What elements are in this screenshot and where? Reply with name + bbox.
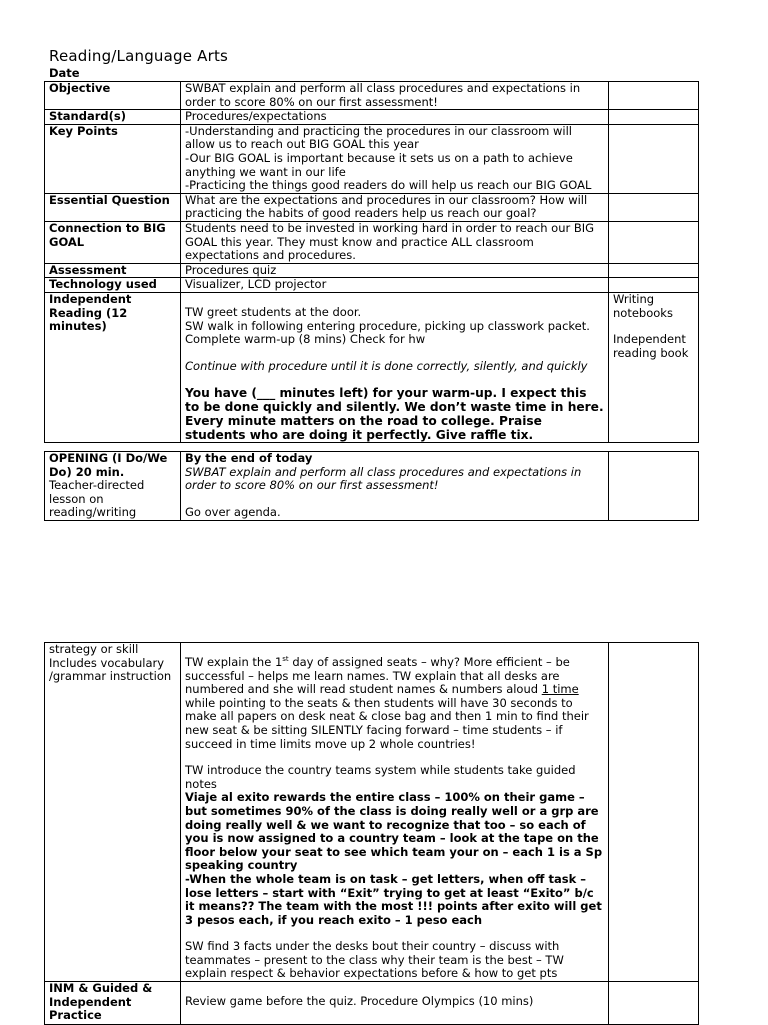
instruction-label: strategy or skill Includes vocabulary /grammar instruction bbox=[45, 643, 181, 982]
inm-text bbox=[181, 982, 609, 1025]
warmup-expectation: You have (___ minutes left) for your warm-up. I expect this to be done quickly and silently. We don’t waste time in here. Every minute matters on the road to college. Praise students who are doing it perfectly. Give raffle tix. bbox=[185, 386, 604, 443]
procedure-note: Continue with procedure until it is done correctly, silently, and quickly bbox=[185, 358, 588, 373]
key-point: -Our BIG GOAL is important because it sets us on a path to achieve anything we want in our life bbox=[185, 150, 573, 179]
agenda-line: Go over agenda. bbox=[185, 504, 281, 519]
assessment-label: Assessment bbox=[45, 263, 181, 278]
instruction-text bbox=[181, 643, 609, 982]
assessment-row bbox=[45, 263, 699, 278]
inm-row bbox=[45, 982, 699, 1025]
viaje-rewards-text: Viaje al exito rewards the entire class – 100% on their game – but sometimes 90% of the class is doing really well or a grp are doing really well & we want to recognize that too – so each of you is now assigned to a country team – look at the tape on the floor below your seat to see which team your on – each 1 is a Sp speaking country bbox=[185, 790, 603, 873]
objective-label: Objective bbox=[45, 82, 181, 110]
key-point: -Practicing the things good readers do will help us reach our BIG GOAL bbox=[185, 178, 592, 193]
objective-text: SWBAT explain and perform all class procedures and expectations in order to score 80% on our first assessment! bbox=[181, 82, 609, 110]
connection-text: Students need to be invested in working hard in order to reach our BIG GOAL this year. They must know and practice ALL classroom expectations and procedures. bbox=[181, 221, 609, 263]
independent-reading-row bbox=[45, 292, 699, 442]
assessment-text: Procedures quiz bbox=[181, 263, 609, 278]
greet-line: TW greet students at the door. bbox=[185, 304, 362, 319]
connection-materials bbox=[609, 221, 699, 263]
lesson-plan-table bbox=[44, 81, 699, 443]
instruction-table bbox=[44, 642, 699, 1025]
opening-materials bbox=[609, 452, 699, 521]
facts-paragraph: SW find 3 facts under the desks bout their country – discuss with teammates – present to the class why their team is the best – TW explain respect & behavior expectations before & how to get pts bbox=[185, 939, 564, 981]
by-end-heading: By the end of today bbox=[185, 451, 313, 465]
opening-label bbox=[45, 452, 181, 521]
standards-label: Standard(s) bbox=[45, 110, 181, 125]
technology-row bbox=[45, 278, 699, 293]
objective-materials bbox=[609, 82, 699, 110]
opening-title: OPENING (I Do/We Do) 20 min. bbox=[49, 451, 168, 479]
instruction-materials bbox=[609, 643, 699, 982]
standards-materials bbox=[609, 110, 699, 125]
technology-label: Technology used bbox=[45, 278, 181, 293]
key-points-row bbox=[45, 124, 699, 193]
opening-objective: SWBAT explain and perform all class procedures and expectations in order to score 80% on our first assessment! bbox=[185, 464, 582, 493]
instruction-row bbox=[45, 643, 699, 982]
assessment-materials bbox=[609, 263, 699, 278]
key-points-materials bbox=[609, 124, 699, 193]
independent-reading-materials bbox=[609, 292, 699, 442]
key-points-label: Key Points bbox=[45, 124, 181, 193]
opening-table bbox=[44, 451, 699, 521]
technology-text: Visualizer, LCD projector bbox=[181, 278, 609, 293]
essential-question-text: What are the expectations and procedures in our classroom? How will practicing the habits of good readers help us reach our goal? bbox=[181, 193, 609, 221]
essential-question-materials bbox=[609, 193, 699, 221]
standards-row bbox=[45, 110, 699, 125]
independent-reading-label: Independent Reading (12 minutes) bbox=[45, 292, 181, 442]
key-point: -Understanding and practicing the procedures in our classroom will allow us to reach out BIG GOAL this year bbox=[185, 124, 573, 152]
objective-row bbox=[45, 82, 699, 110]
connection-label: Connection to BIG GOAL bbox=[45, 221, 181, 263]
materials-notebooks: Writing notebooks bbox=[613, 292, 673, 320]
team-letters-text: -When the whole team is on task – get letters, when off task – lose letters – start with “Exit” trying to get at least “Exito” b/c it means?? The team with the most !!! points after exito will get 3 pesos each, if you reach exito – 1 peso each bbox=[185, 871, 602, 927]
essential-question-row bbox=[45, 193, 699, 221]
country-teams-line: TW introduce the country teams system while students take guided notes bbox=[185, 763, 576, 791]
connection-row bbox=[45, 221, 699, 263]
opening-subtitle: Teacher-directed lesson on reading/writing bbox=[49, 478, 145, 520]
essential-question-label: Essential Question bbox=[45, 193, 181, 221]
page-title: Reading/Language Arts bbox=[49, 47, 229, 65]
seats-paragraph: TW explain the 1st day of assigned seats – why? More efficient – be successful – helps me learn names. TW explain that all desks are numbered and she will read student names & numbers aloud 1 time while pointing to the seats & then students will have 30 seconds to make all papers on desk neat & close bag and then 1 min to find their new seat & be sitting SILENTLY facing forward – time students – if succeed in time limits move up 2 whole countries! bbox=[185, 655, 589, 751]
warmup-line: SW walk in following entering procedure, picking up classwork packet. Complete warm-up (8 mins) Check for hw bbox=[185, 318, 590, 347]
inm-label: INM & Guided & Independent Practice bbox=[45, 982, 181, 1025]
key-points-text bbox=[181, 124, 609, 193]
materials-reading-book: Independent reading book bbox=[613, 332, 689, 360]
review-game-line: Review game before the quiz. Procedure Olympics (10 mins) bbox=[185, 994, 534, 1009]
opening-row bbox=[45, 452, 699, 521]
inm-materials bbox=[609, 982, 699, 1025]
independent-reading-text bbox=[181, 292, 609, 442]
technology-materials bbox=[609, 278, 699, 293]
date-label: Date bbox=[49, 66, 80, 80]
opening-text bbox=[181, 452, 609, 521]
standards-text: Procedures/expectations bbox=[181, 110, 609, 125]
